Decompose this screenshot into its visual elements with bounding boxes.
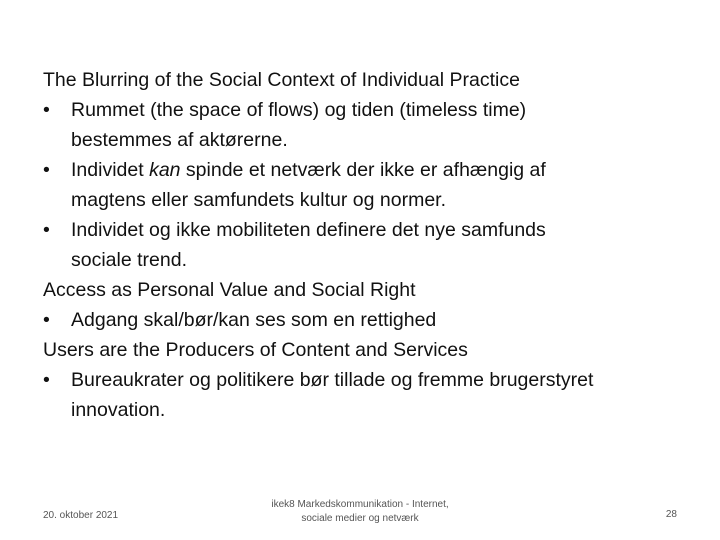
bullet-line: Individet og ikke mobiliteten definere det nye samfunds <box>71 219 546 241</box>
text-run: Individet <box>71 159 150 181</box>
bullet-dot: • <box>43 159 50 181</box>
footer-title <box>200 498 520 526</box>
bullet-adgang <box>43 305 703 335</box>
slide-content <box>43 65 703 425</box>
bullet-rummet <box>43 95 703 155</box>
bullet-line: sociale trend. <box>71 249 187 271</box>
slide-number: 28 <box>665 509 677 520</box>
bullet-line: Bureaukrater og politikere bør tillade og fremme brugerstyret <box>71 369 594 391</box>
bullet-line: Adgang skal/bør/kan ses som en rettighed <box>71 309 437 331</box>
footer-date: 20. oktober 2021 <box>43 510 119 521</box>
italic-word: kan <box>149 159 181 181</box>
bullet-dot: • <box>43 99 50 121</box>
bullet-line: Rummet (the space of flows) og tiden (timeless time) <box>71 99 527 121</box>
bullet-dot: • <box>43 219 50 241</box>
bullet-line: magtens eller samfundets kultur og normer. <box>71 189 447 211</box>
text-run: spinde et netværk der ikke er afhængig af <box>180 159 546 181</box>
footer-title-line: ikek8 Markedskommunikation - Internet, <box>271 499 449 510</box>
bullet-dot: • <box>43 309 50 331</box>
bullet-bureaukrater <box>43 365 703 425</box>
heading-users: Users are the Producers of Content and Services <box>43 339 468 361</box>
heading-blurring: The Blurring of the Social Context of Individual Practice <box>43 69 520 91</box>
bullet-individet-mobilitet <box>43 215 703 275</box>
bullet-line: bestemmes af aktørerne. <box>71 129 288 151</box>
heading-access: Access as Personal Value and Social Right <box>43 279 416 301</box>
bullet-dot: • <box>43 369 50 391</box>
bullet-individet-kan <box>43 155 703 215</box>
bullet-line <box>71 155 703 185</box>
bullet-line: innovation. <box>71 399 166 421</box>
footer-title-line: sociale medier og netværk <box>301 513 419 524</box>
